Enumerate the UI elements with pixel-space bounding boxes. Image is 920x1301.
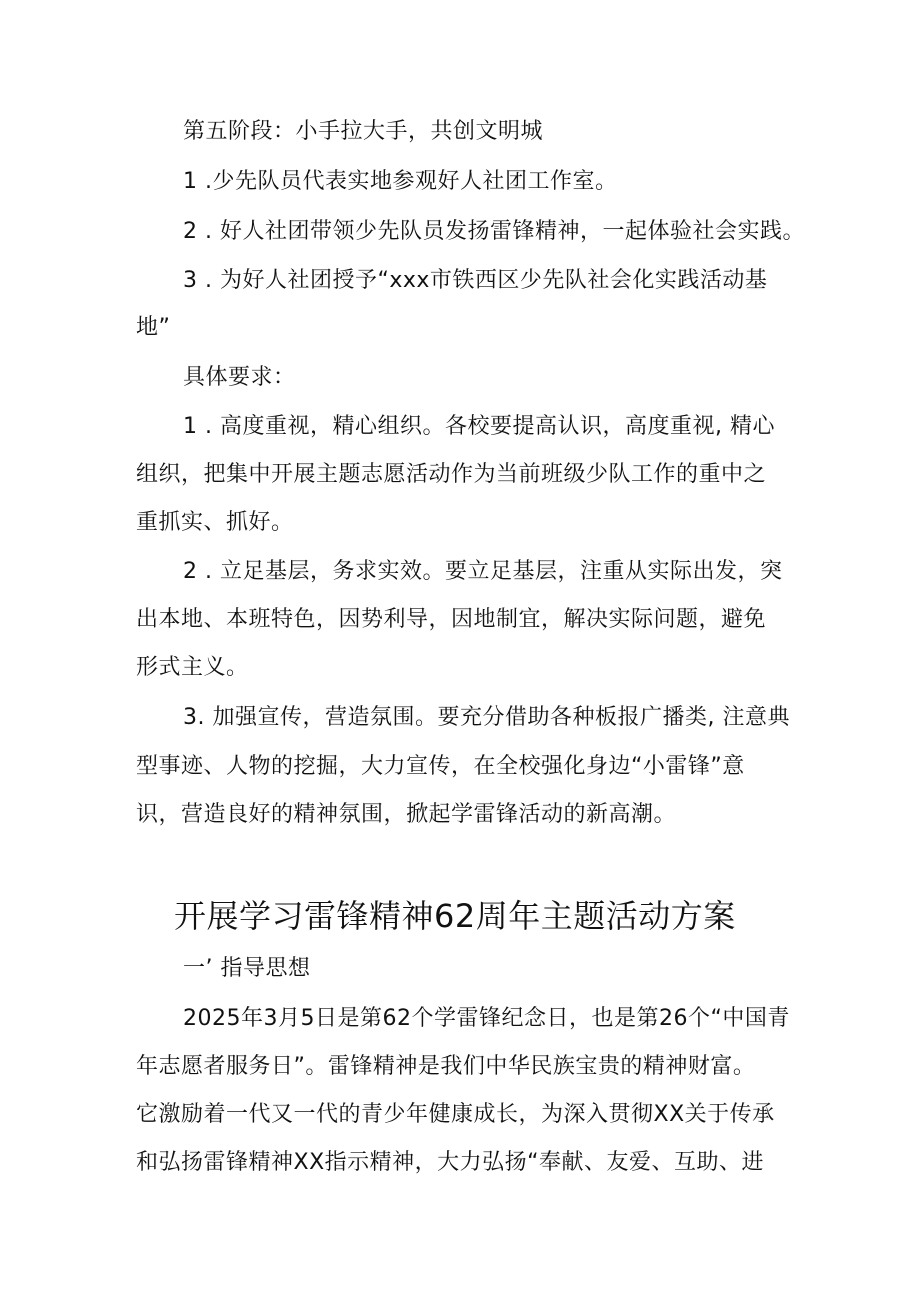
plan-paragraph-line-3: 它激励着一代又一代的青少年健康成长，为深入贯彻XX关于传承	[136, 1102, 775, 1127]
requirement-2-line-3: 形式主义。	[136, 655, 249, 680]
stage-item-2-line-1: 2 . 好人社团带领少先队员发扬雷锋精神，一起体验社会实践。	[183, 219, 805, 244]
plan-paragraph-line-1: 2025年3月5日是第62个学雷锋纪念日，也是第26个“中国青	[183, 1006, 790, 1031]
plan-title: 开展学习雷锋精神62周年主题活动方案	[174, 897, 736, 935]
stage-item-3-line-1: 3 . 为好人社团授予“xxx市铁西区少先队社会化实践活动基	[183, 268, 768, 293]
requirement-1-line-3: 重抓实、抓好。	[136, 510, 294, 535]
plan-paragraph-line-4: 和弘扬雷锋精神XX指示精神，大力弘扬“奉献、友爱、互助、进	[136, 1150, 765, 1175]
requirements-title: 具体要求：	[183, 365, 296, 390]
stage-item-3-line-2: 地”	[136, 315, 171, 340]
plan-paragraph-line-2: 年志愿者服务日”。雷锋精神是我们中华民族宝贵的精神财富。	[136, 1054, 756, 1079]
section-heading-guiding-thought: 一’ 指导思想	[183, 956, 311, 981]
requirement-3-line-1: 3. 加强宣传，营造氛围。要充分借助各种板报广播类, 注意典	[183, 705, 790, 730]
requirement-1-line-1: 1 . 高度重视，精心组织。各校要提高认识，高度重视, 精心	[183, 414, 775, 439]
requirement-1-line-2: 组织，把集中开展主题志愿活动作为当前班级少队工作的重中之	[136, 462, 767, 487]
requirement-3-line-2: 型事迹、人物的挖掘，大力宣传，在全校强化身边“小雷锋”意	[136, 754, 745, 779]
stage-five-title: 第五阶段：小手拉大手，共创文明城	[183, 119, 544, 144]
requirement-2-line-1: 2 . 立足基层，务求实效。要立足基层，注重从实际出发，突	[183, 559, 783, 584]
requirement-3-line-3: 识，营造良好的精神氛围，掀起学雷锋活动的新高潮。	[136, 802, 677, 827]
stage-item-1-line-1: 1 .少先队员代表实地参观好人社团工作室。	[183, 169, 618, 194]
requirement-2-line-2: 出本地、本班特色，因势利导，因地制宜，解决实际问题，避免	[136, 607, 767, 632]
